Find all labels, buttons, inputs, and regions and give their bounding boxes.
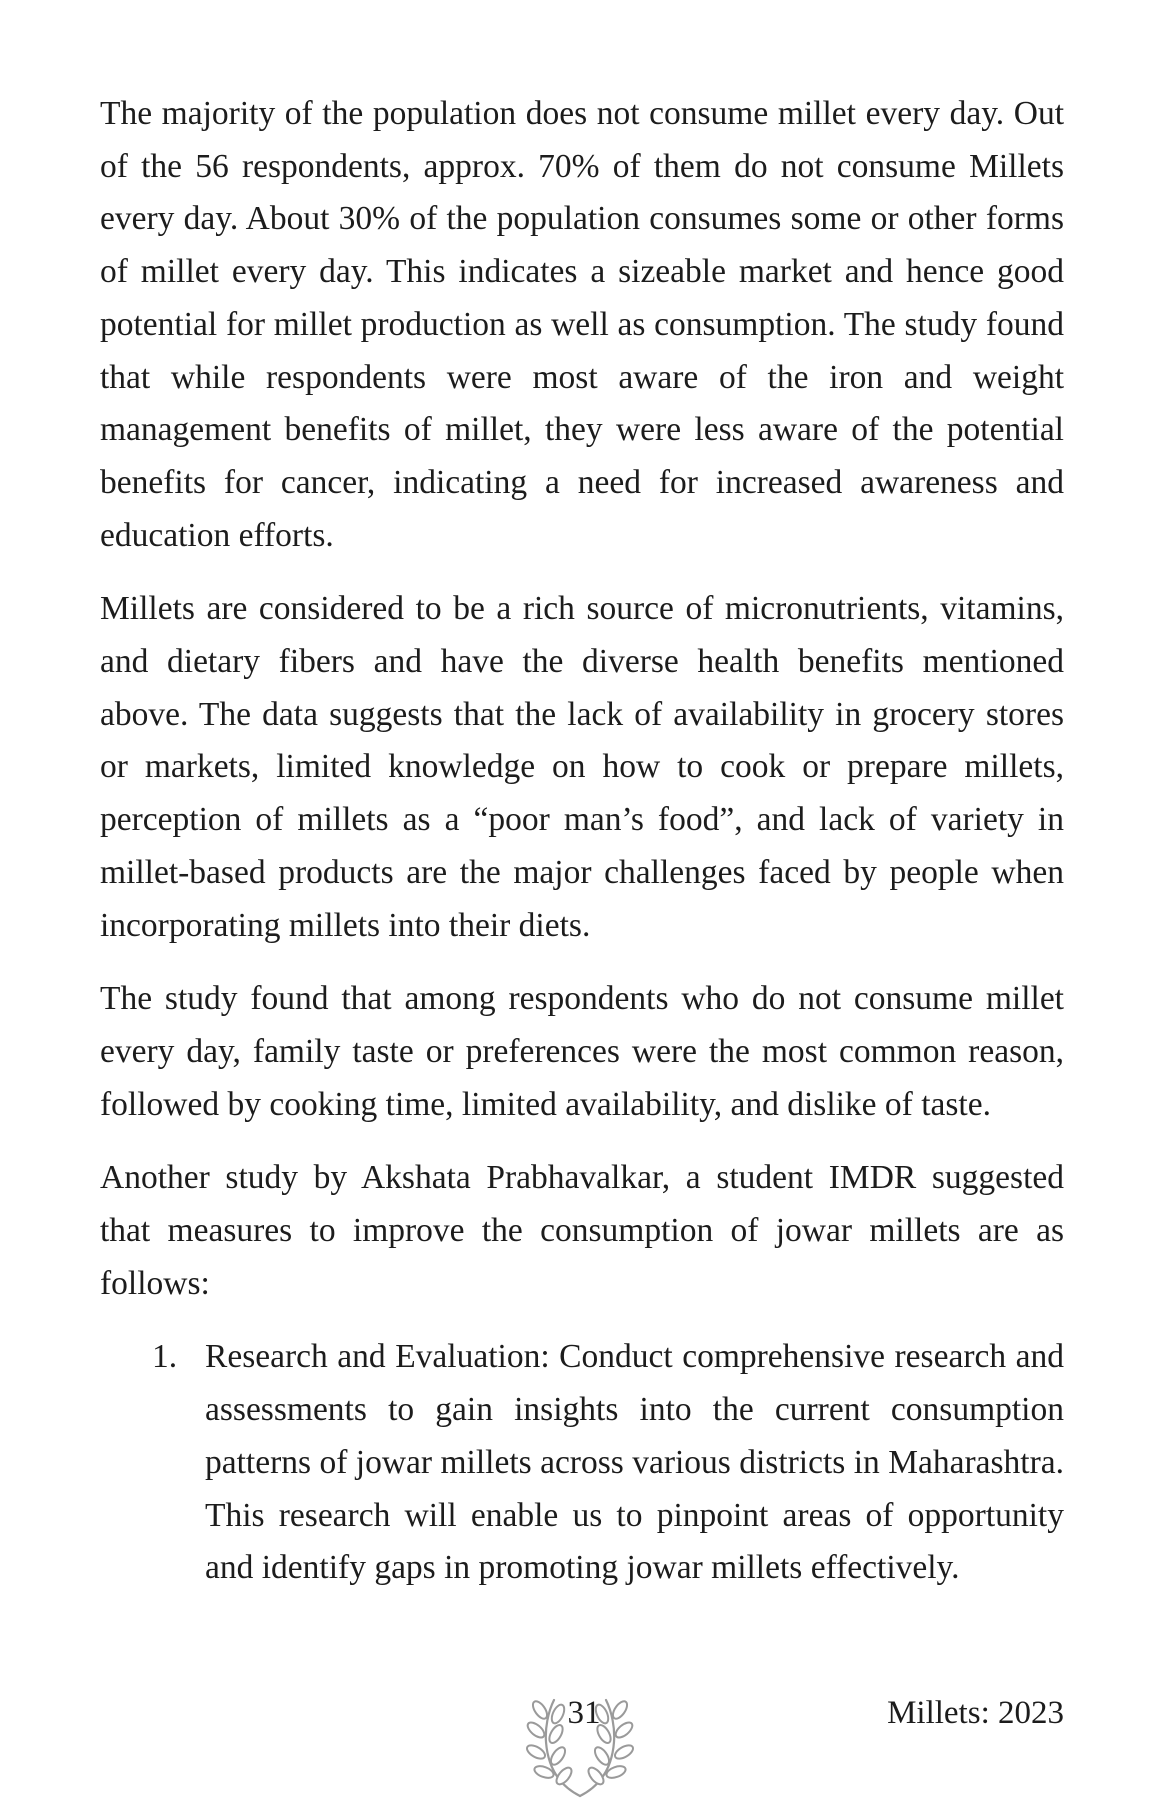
- list-item-text: Research and Evaluation: Conduct comprehensive research and assessments to gain insights into the current consumption patterns of jowar millets across various districts in Maharashtra. This research will enable us to pinpoint areas of opportunity and identify gaps in promoting jowar millets effectively.: [205, 1338, 1064, 1587]
- page-body: [100, 88, 1064, 1595]
- list-item: [100, 1331, 1064, 1595]
- paragraph-1: The majority of the population does not consume millet every day. Out of the 56 respondents, approx. 70% of them do not consume Millets every day. About 30% of the population consumes some or other forms of millet every day. This indicates a sizeable market and hence good potential for millet production as well as consumption. The study found that while respondents were most aware of the iron and weight management benefits of millet, they were less aware of the potential benefits for cancer, indicating a need for increased awareness and education efforts.: [100, 95, 1064, 554]
- page-footer: [0, 1690, 1164, 1800]
- paragraph-3: The study found that among respondents who do not consume millet every day, family taste or preferences were the most common reason, followed by cooking time, limited availability, and dislike of taste.: [100, 980, 1064, 1123]
- running-footer-title: Millets: 2023: [887, 1695, 1064, 1731]
- paragraph-4: Another study by Akshata Prabhavalkar, a student IMDR suggested that measures to improve the consumption of jowar millets are as follows:: [100, 1159, 1064, 1302]
- numbered-list: [100, 1331, 1064, 1595]
- page-number: 31: [567, 1695, 601, 1731]
- paragraph-2: Millets are considered to be a rich source of micronutrients, vitamins, and dietary fibers and have the diverse health benefits mentioned above. The data suggests that the lack of availability in grocery stores or markets, limited knowledge on how to cook or prepare millets, perception of millets as a “poor man’s food”, and lack of variety in millet-based products are the major challenges faced by people when incorporating millets into their diets.: [100, 590, 1064, 944]
- list-item-number: 1.: [152, 1338, 178, 1376]
